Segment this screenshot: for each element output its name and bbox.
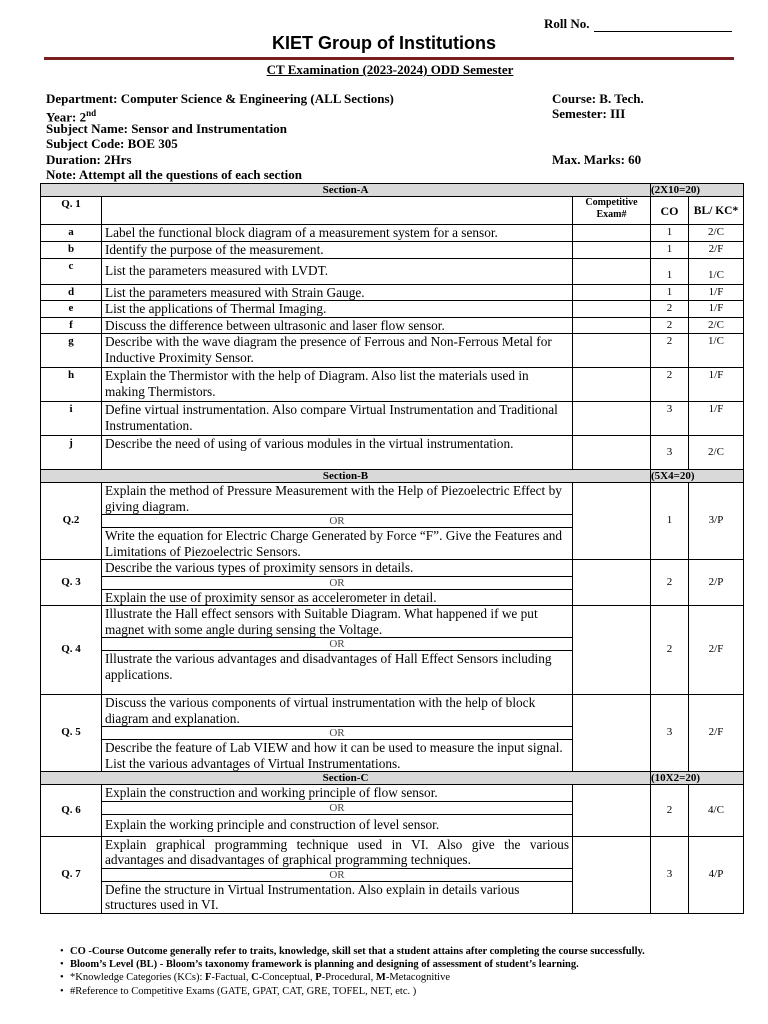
question-text: Explain the construction and working principle of flow sensor. <box>102 785 573 802</box>
table-row <box>41 334 744 368</box>
max-marks: Max. Marks: 60 <box>552 152 642 167</box>
table-row <box>41 225 744 242</box>
question-text: List the parameters measured with Strain Gauge. <box>102 284 573 301</box>
competitive-cell <box>573 436 651 470</box>
co-value: 2 <box>651 317 689 334</box>
table-row <box>41 483 744 515</box>
question-text: Identify the purpose of the measurement. <box>102 242 573 259</box>
question-text: Define virtual instrumentation. Also compare Virtual Instrumentation and Traditional Instrumentation. <box>102 402 573 436</box>
roll-label: Roll No. <box>544 16 590 31</box>
bl-value: 4/P <box>689 836 744 913</box>
competitive-cell <box>573 785 651 837</box>
bl-value: 3/P <box>689 483 744 560</box>
competitive-cell <box>573 334 651 368</box>
header-divider <box>44 57 734 60</box>
table-row <box>41 258 744 284</box>
question-text: Explain the working principle and construction of level sensor. <box>102 814 573 836</box>
co-value: 2 <box>651 560 689 606</box>
bl-value: 1/C <box>689 334 744 368</box>
section-c-title: Section-C <box>41 772 651 785</box>
bl-value: 2/C <box>689 436 744 470</box>
question-text: Explain the Thermistor with the help of Diagram. Also list the materials used in making Thermistors. <box>102 368 573 402</box>
table-row <box>41 606 744 638</box>
table-row <box>41 436 744 470</box>
section-c-header <box>41 772 744 785</box>
bl-value: 2/P <box>689 560 744 606</box>
exam-title: CT Examination (2023-2024) ODD Semester <box>266 62 514 77</box>
or-label: OR <box>102 727 573 740</box>
table-row <box>41 785 744 802</box>
co-value: 1 <box>651 242 689 259</box>
co-value: 2 <box>651 301 689 318</box>
section-b-title: Section-B <box>41 470 651 483</box>
co-value: 2 <box>651 334 689 368</box>
question-text: Explain the method of Pressure Measurement with the Help of Piezoelectric Effect by giving diagram. <box>102 483 573 515</box>
co-value: 3 <box>651 402 689 436</box>
table-row <box>41 242 744 259</box>
competitive-cell <box>573 368 651 402</box>
competitive-exam-header: Competitive Exam# <box>573 197 651 225</box>
or-label: OR <box>102 868 573 881</box>
competitive-cell <box>573 317 651 334</box>
question-text: Label the functional block diagram of a measurement system for a sensor. <box>102 225 573 242</box>
competitive-cell <box>573 225 651 242</box>
footnote-kc: • *Knowledge Categories (KCs): F-Factual, C-Conceptual, P-Procedural, M-Metacognitive <box>60 972 450 984</box>
co-value: 3 <box>651 695 689 772</box>
note: Note: Attempt all the questions of each section <box>46 167 302 182</box>
bl-value: 1/F <box>689 368 744 402</box>
question-text: Discuss the difference between ultrasonic and laser flow sensor. <box>102 317 573 334</box>
question-id: Q. 6 <box>41 785 102 837</box>
question-id: i <box>41 402 102 436</box>
section-a-column-header <box>41 197 744 225</box>
question-id: h <box>41 368 102 402</box>
q1-label: Q. 1 <box>41 197 102 225</box>
co-value: 2 <box>651 606 689 695</box>
competitive-cell <box>573 284 651 301</box>
question-id: Q. 4 <box>41 606 102 695</box>
footnote-co: • CO -Course Outcome generally refer to traits, knowledge, skill set that a student attains after completing the course successfully. <box>60 946 645 957</box>
section-c-marks: (10X2=20) <box>651 772 744 785</box>
question-id: Q.2 <box>41 483 102 560</box>
table-row <box>41 836 744 868</box>
question-id: Q. 3 <box>41 560 102 606</box>
bl-value: 1/C <box>689 258 744 284</box>
competitive-cell <box>573 483 651 560</box>
footnote-ref: • #Reference to Competitive Exams (GATE, GPAT, CAT, GRE, TOFEL, NET, etc. ) <box>60 985 417 997</box>
section-a-marks: (2X10=20) <box>651 184 744 197</box>
question-text: Describe the various types of proximity sensors in details. <box>102 560 573 577</box>
bl-header: BL/ KC* <box>689 197 744 225</box>
question-id: b <box>41 242 102 259</box>
competitive-cell <box>573 402 651 436</box>
question-id: c <box>41 258 102 284</box>
competitive-cell <box>573 560 651 606</box>
table-row <box>41 301 744 318</box>
table-row <box>41 402 744 436</box>
question-text: Define the structure in Virtual Instrumentation. Also explain in details various structures used in VI. <box>102 881 573 913</box>
competitive-cell <box>573 606 651 695</box>
question-text: Discuss the various components of virtual instrumentation with the help of block diagram and explanation. <box>102 695 573 727</box>
bl-value: 2/F <box>689 695 744 772</box>
institution-title: KIET Group of Institutions <box>272 33 496 53</box>
or-label: OR <box>102 576 573 589</box>
question-id: d <box>41 284 102 301</box>
question-table <box>40 183 744 914</box>
table-row <box>41 284 744 301</box>
co-value: 1 <box>651 483 689 560</box>
competitive-cell <box>573 301 651 318</box>
subject-name: Subject Name: Sensor and Instrumentation <box>46 121 287 136</box>
section-b-marks: (5X4=20) <box>651 470 744 483</box>
table-row <box>41 695 744 727</box>
competitive-cell <box>573 836 651 913</box>
footnotes <box>60 945 645 998</box>
question-text: Illustrate the Hall effect sensors with Suitable Diagram. What happened if we put magnet with some angle during sensing the Voltage. <box>102 606 573 638</box>
bl-value: 2/C <box>689 225 744 242</box>
section-a-header <box>41 184 744 197</box>
or-label: OR <box>102 515 573 528</box>
competitive-cell <box>573 242 651 259</box>
bl-value: 2/C <box>689 317 744 334</box>
question-text: List the applications of Thermal Imaging. <box>102 301 573 318</box>
or-label: OR <box>102 638 573 651</box>
question-id: e <box>41 301 102 318</box>
bl-value: 4/C <box>689 785 744 837</box>
co-value: 2 <box>651 785 689 837</box>
co-value: 1 <box>651 258 689 284</box>
department: Department: Computer Science & Engineering (ALL Sections) <box>46 91 394 106</box>
co-value: 2 <box>651 368 689 402</box>
co-value: 1 <box>651 284 689 301</box>
co-value: 3 <box>651 836 689 913</box>
question-text: Write the equation for Electric Charge Generated by Force “F”. Give the Features and Limitations of Piezoelectric Sensors. <box>102 528 573 560</box>
bl-value: 2/F <box>689 242 744 259</box>
question-id: a <box>41 225 102 242</box>
roll-number-field <box>544 16 732 32</box>
section-b-header <box>41 470 744 483</box>
table-row <box>41 560 744 577</box>
co-value: 1 <box>651 225 689 242</box>
bl-value: 1/F <box>689 301 744 318</box>
question-text: List the parameters measured with LVDT. <box>102 258 573 284</box>
semester: Semester: III <box>552 106 626 121</box>
duration: Duration: 2Hrs <box>46 152 132 167</box>
table-row <box>41 317 744 334</box>
co-value: 3 <box>651 436 689 470</box>
section-a-title: Section-A <box>41 184 651 197</box>
bl-value: 2/F <box>689 606 744 695</box>
competitive-cell <box>573 258 651 284</box>
question-id: g <box>41 334 102 368</box>
question-text: Illustrate the various advantages and disadvantages of Hall Effect Sensors including applications. <box>102 651 573 695</box>
question-text: Describe the feature of Lab VIEW and how it can be used to measure the input signal. List the various advantages of Virtual Instrumentations. <box>102 740 573 772</box>
or-label: OR <box>102 801 573 814</box>
question-text: Explain the use of proximity sensor as accelerometer in detail. <box>102 589 573 606</box>
bl-value: 1/F <box>689 284 744 301</box>
co-header: CO <box>651 197 689 225</box>
bl-value: 1/F <box>689 402 744 436</box>
question-text: Describe with the wave diagram the presence of Ferrous and Non-Ferrous Metal for Inductive Proximity Sensor. <box>102 334 573 368</box>
course: Course: B. Tech. <box>552 91 644 106</box>
footnote-bl: • Bloom’s Level (BL) - Bloom’s taxonomy framework is planning and designing of assessment of student’s learning. <box>60 959 579 971</box>
subject-code: Subject Code: BOE 305 <box>46 136 178 151</box>
question-id: f <box>41 317 102 334</box>
question-id: Q. 7 <box>41 836 102 913</box>
year: Year: 2nd <box>46 108 97 125</box>
question-id: Q. 5 <box>41 695 102 772</box>
question-text: Explain graphical programming technique used in VI. Also give the various advantages and disadvantages of graphical programming techniques. <box>102 836 573 868</box>
question-id: j <box>41 436 102 470</box>
question-text: Describe the need of using of various modules in the virtual instrumentation. <box>102 436 573 470</box>
table-row <box>41 368 744 402</box>
roll-blank-line <box>594 19 732 32</box>
competitive-cell <box>573 695 651 772</box>
